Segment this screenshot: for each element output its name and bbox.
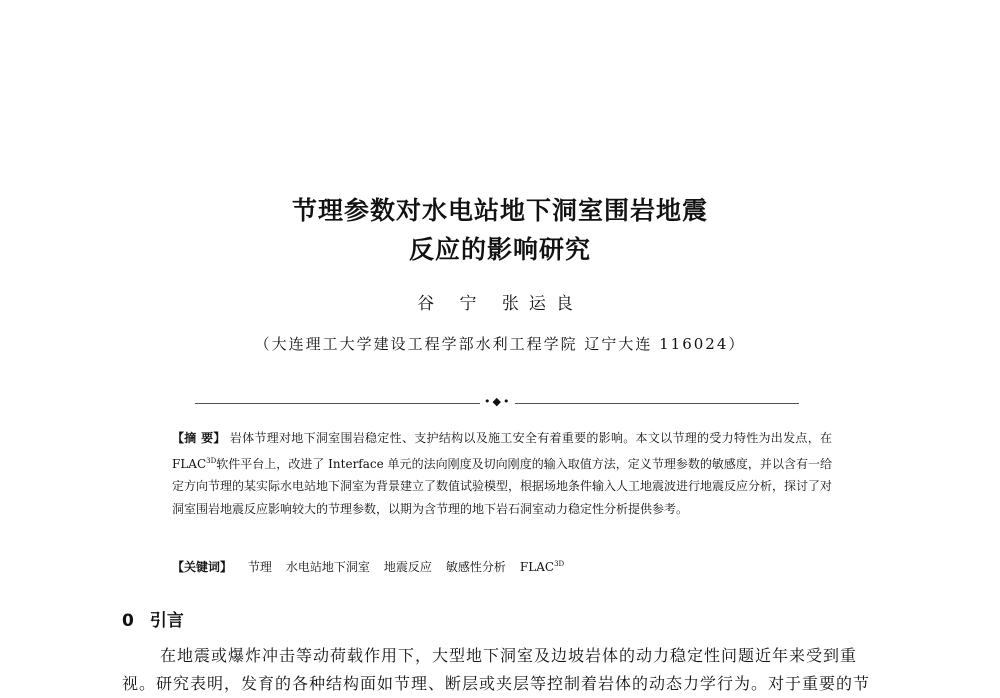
ornamental-divider [195,395,799,409]
section-title: 引言 [149,611,184,631]
keyword-2: 水电站地下洞室 [285,560,370,574]
paper-title-line-2: 反应的影响研究 [408,235,591,264]
body-paragraph: 在地震或爆炸冲击等动荷载作用下，大型地下洞室及边坡岩体的动力稳定性问题近年来受到重视。研究表明，发育的各种结构面如节理、断层或夹层等控制着岩体的动态力学行为。对于重要的节 [122,646,871,693]
abstract-text-part-1: 岩体节理对地下洞室围岩稳定性、支护结构以及施工安全有着重要的影响。本文以节理的受力特性为出发点，在 FLAC [172,431,832,471]
keyword-5: $FLAC^{3D}$ [519,560,565,574]
paper-title-line-1: 节理参数对水电站地下洞室围岩地震 [291,196,708,225]
abstract-label: 【摘 要】 [172,431,226,445]
section-number: 0 [122,611,134,631]
keywords [172,553,832,578]
keyword-1: 节理 [247,560,272,574]
keyword-3: 地震反应 [383,560,432,574]
section-heading [122,606,184,631]
keywords-label: 【关键词】 [172,560,233,574]
affiliation: （大连理工大学建设工程学部水利工程学院 辽宁大连 116024） [254,335,746,353]
abstract-superscript: 3D [206,456,217,465]
authors: 谷 宁 张运良 [417,294,583,314]
keyword-4: 敏感性分析 [445,560,506,574]
divider-ornament-icon: •◆• [484,395,512,408]
abstract-text-part-2: 软件平台上，改进了 Interface 单元的法向刚度及切向刚度的输入取值方法，定义节理参数的敏感度，并以含有一给定方向节理的某实际水电站地下洞室为背景建立了数值试验模型，根据场地条件输入人工地震波进行地震反应分析，探讨了对洞室围岩地震反应影响较大的节理参数，以期为含节理的地下岩石洞室动力稳定性分析提供参考。 [172,456,833,516]
abstract [172,427,832,520]
